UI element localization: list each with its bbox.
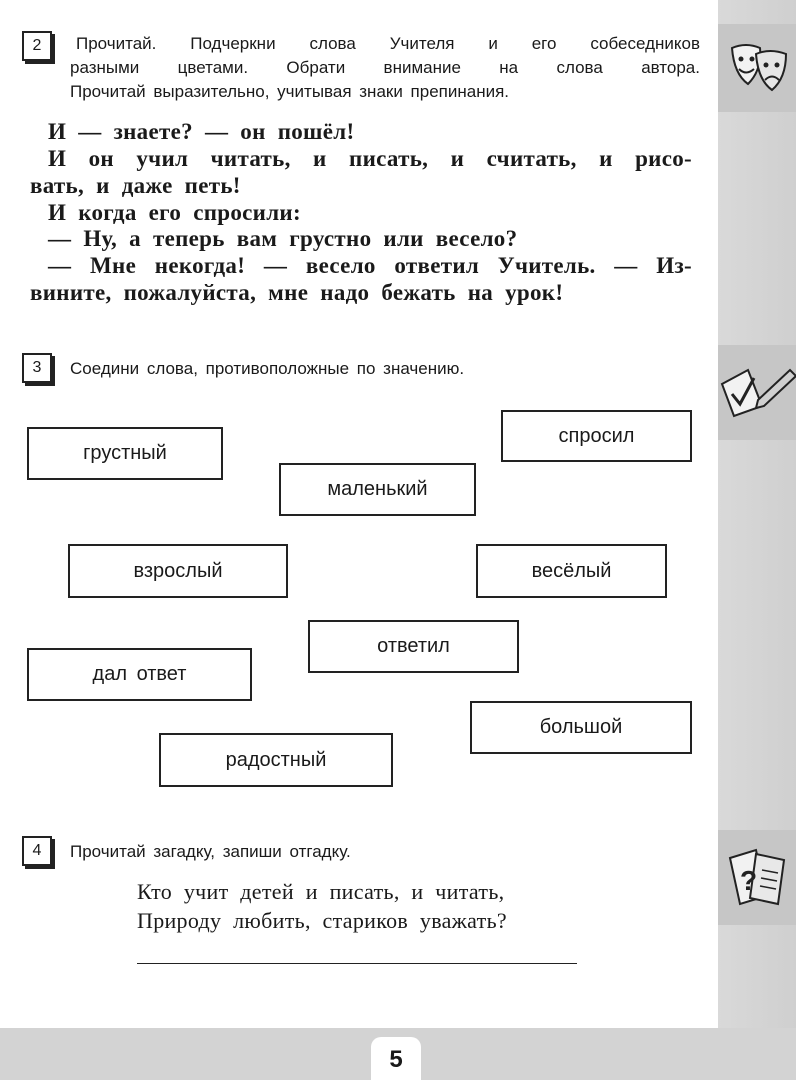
task-number-4: 4 [22,836,52,866]
word-box-dal-otvet[interactable]: дал ответ [27,648,252,701]
word-box-vesely[interactable]: весёлый [476,544,667,598]
riddle-line: Кто учит детей и писать, и читать, [137,879,505,904]
story-line: — Мне некогда! — весело ответил Учитель. — Из- [48,253,692,278]
theatre-masks-icon [728,40,790,96]
story-line: — Ну, а теперь вам грустно или весело? [48,226,518,251]
instruction-line: Прочитай выразительно, учитывая знаки препинания. [70,82,510,101]
story-line: И когда его спросили: [48,200,301,225]
task-number-2: 2 [22,31,52,61]
riddle-line: Природу любить, стариков уважать? [137,908,507,933]
story-line: И — знаете? — он пошёл! [48,119,355,144]
word-box-sprosil[interactable]: спросил [501,410,692,462]
question-sheet-icon [726,848,790,906]
task4-instruction: Прочитай загадку, запиши отгадку. [70,842,351,861]
answer-line[interactable] [137,963,577,964]
pencil-check-icon [718,362,796,418]
word-box-otvetil[interactable]: ответил [308,620,519,673]
story-line: вините, пожалуйста, мне надо бежать на урок! [30,280,564,305]
story-line: И он учил читать, и писать, и считать, и рисо- [48,146,692,171]
word-box-bolshoy[interactable]: большой [470,701,692,754]
instruction-line: разными цветами. Обрати внимание на слова автора. [70,58,700,77]
word-box-radostny[interactable]: радостный [159,733,393,787]
story-line: вать, и даже петь! [30,173,241,198]
task2-instruction [70,32,700,104]
word-box-grustny[interactable]: грустный [27,427,223,480]
task-number-3: 3 [22,353,52,383]
task3-instruction: Соедини слова, противоположные по значению. [70,359,465,378]
word-box-malenky[interactable]: маленький [279,463,476,516]
page-number: 5 [371,1037,421,1080]
instruction-line: Прочитай. Подчеркни слова Учителя и его собеседников [76,34,700,53]
svg-text:?: ? [740,865,758,896]
word-box-vzrosly[interactable]: взрослый [68,544,288,598]
